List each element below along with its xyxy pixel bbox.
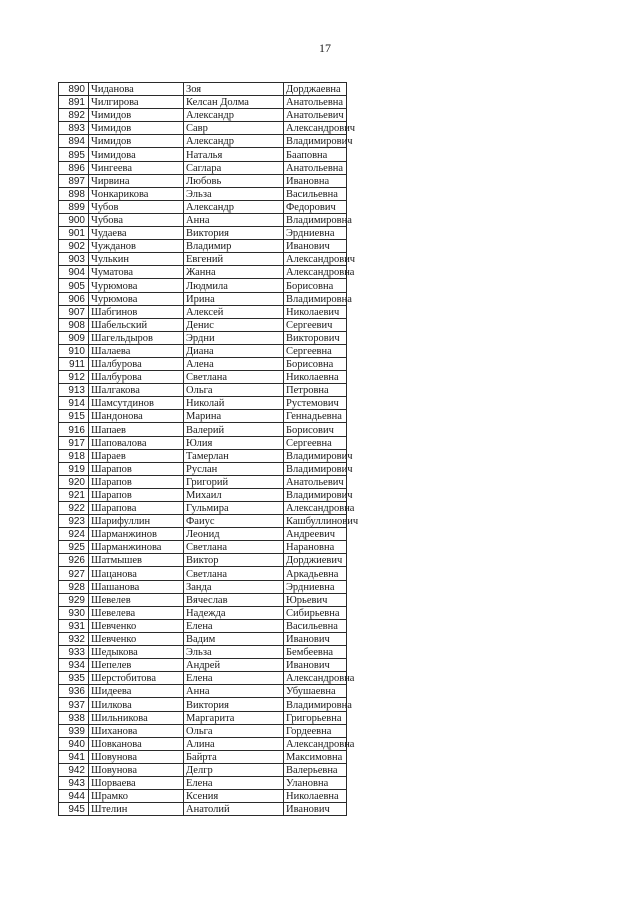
last-name-cell: Чурюмова [89,292,184,305]
patronymic-cell: Сергеевич [284,318,347,331]
table-row [59,410,347,423]
patronymic-cell: Андреевич [284,528,347,541]
table-row [59,266,347,279]
last-name-cell: Шатмышев [89,554,184,567]
table-row [59,96,347,109]
last-name-cell: Шалбурова [89,371,184,384]
patronymic-cell: Аркадьевна [284,567,347,580]
row-number-cell: 910 [59,344,89,357]
last-name-cell: Шилкова [89,698,184,711]
last-name-cell: Шамсутдинов [89,397,184,410]
row-number-cell: 891 [59,96,89,109]
table-row [59,541,347,554]
table-row [59,200,347,213]
patronymic-cell: Александровна [284,672,347,685]
row-number-cell: 894 [59,135,89,148]
table-row [59,122,347,135]
first-name-cell: Наталья [184,148,284,161]
patronymic-cell: Сергеевна [284,436,347,449]
last-name-cell: Чубова [89,213,184,226]
first-name-cell: Келсан Долма [184,96,284,109]
first-name-cell: Алина [184,737,284,750]
first-name-cell: Ксения [184,790,284,803]
last-name-cell: Шрамко [89,790,184,803]
row-number-cell: 925 [59,541,89,554]
table-row [59,554,347,567]
row-number-cell: 934 [59,659,89,672]
table-row [59,240,347,253]
table-row [59,83,347,96]
last-name-cell: Чимидов [89,109,184,122]
first-name-cell: Анна [184,685,284,698]
row-number-cell: 941 [59,750,89,763]
patronymic-cell: Валерьевна [284,763,347,776]
last-name-cell: Шалаева [89,344,184,357]
first-name-cell: Елена [184,619,284,632]
first-name-cell: Валерий [184,423,284,436]
patronymic-cell: Борисович [284,423,347,436]
patronymic-cell: Александровна [284,266,347,279]
table-row [59,174,347,187]
row-number-cell: 916 [59,423,89,436]
row-number-cell: 928 [59,580,89,593]
table-row [59,109,347,122]
row-number-cell: 942 [59,763,89,776]
row-number-cell: 930 [59,606,89,619]
last-name-cell: Шаповалова [89,436,184,449]
patronymic-cell: Владимировна [284,292,347,305]
first-name-cell: Елена [184,672,284,685]
first-name-cell: Ольга [184,724,284,737]
patronymic-cell: Александрович [284,253,347,266]
first-name-cell: Надежда [184,606,284,619]
last-name-cell: Чимидова [89,148,184,161]
row-number-cell: 945 [59,803,89,816]
patronymic-cell: Борисовна [284,279,347,292]
row-number-cell: 906 [59,292,89,305]
table-row [59,724,347,737]
last-name-cell: Шиханова [89,724,184,737]
row-number-cell: 940 [59,737,89,750]
last-name-cell: Шапаев [89,423,184,436]
last-name-cell: Шагельдыров [89,331,184,344]
patronymic-cell: Васильевна [284,619,347,632]
last-name-cell: Шарапова [89,502,184,515]
table-row [59,161,347,174]
last-name-cell: Чимидов [89,135,184,148]
row-number-cell: 943 [59,776,89,789]
table-row [59,763,347,776]
first-name-cell: Светлана [184,371,284,384]
first-name-cell: Виктор [184,554,284,567]
row-number-cell: 892 [59,109,89,122]
first-name-cell: Вадим [184,632,284,645]
table-row [59,515,347,528]
patronymic-cell: Николаевна [284,790,347,803]
row-number-cell: 944 [59,790,89,803]
first-name-cell: Диана [184,344,284,357]
row-number-cell: 893 [59,122,89,135]
table-row [59,750,347,763]
patronymic-cell: Николаевна [284,371,347,384]
row-number-cell: 911 [59,357,89,370]
patronymic-cell: Нарановна [284,541,347,554]
row-number-cell: 901 [59,227,89,240]
row-number-cell: 927 [59,567,89,580]
patronymic-cell: Ивановна [284,174,347,187]
row-number-cell: 937 [59,698,89,711]
table-row [59,318,347,331]
last-name-cell: Шевченко [89,619,184,632]
row-number-cell: 897 [59,174,89,187]
table-row [59,135,347,148]
patronymic-cell: Григорьевна [284,711,347,724]
table-row [59,148,347,161]
table-row [59,580,347,593]
first-name-cell: Байрта [184,750,284,763]
table-row [59,305,347,318]
row-number-cell: 902 [59,240,89,253]
row-number-cell: 915 [59,410,89,423]
last-name-cell: Шидеева [89,685,184,698]
table-row [59,711,347,724]
row-number-cell: 933 [59,646,89,659]
row-number-cell: 900 [59,213,89,226]
row-number-cell: 931 [59,619,89,632]
patronymic-cell: Васильевна [284,187,347,200]
table-row [59,790,347,803]
patronymic-cell: Владимирович [284,488,347,501]
patronymic-cell: Викторович [284,331,347,344]
first-name-cell: Ирина [184,292,284,305]
table-row [59,488,347,501]
last-name-cell: Шацанова [89,567,184,580]
patronymic-cell: Рустемович [284,397,347,410]
patronymic-cell: Федорович [284,200,347,213]
last-name-cell: Шарапов [89,475,184,488]
last-name-cell: Чирвина [89,174,184,187]
patronymic-cell: Убушаевна [284,685,347,698]
patronymic-cell: Владимировна [284,213,347,226]
table-row [59,776,347,789]
last-name-cell: Чиданова [89,83,184,96]
row-number-cell: 922 [59,502,89,515]
patronymic-cell: Анатольевич [284,109,347,122]
patronymic-cell: Сибирьевна [284,606,347,619]
first-name-cell: Савр [184,122,284,135]
name-roster-table [58,82,359,816]
table-row [59,502,347,515]
patronymic-cell: Кашбуллинович [284,515,347,528]
first-name-cell: Виктория [184,698,284,711]
first-name-cell: Фаиус [184,515,284,528]
first-name-cell: Маргарита [184,711,284,724]
last-name-cell: Шараев [89,449,184,462]
table-row [59,436,347,449]
row-number-cell: 907 [59,305,89,318]
row-number-cell: 935 [59,672,89,685]
row-number-cell: 939 [59,724,89,737]
table-row [59,344,347,357]
first-name-cell: Юлия [184,436,284,449]
last-name-cell: Штелин [89,803,184,816]
row-number-cell: 920 [59,475,89,488]
first-name-cell: Эльза [184,646,284,659]
first-name-cell: Занда [184,580,284,593]
table-row [59,737,347,750]
row-number-cell: 923 [59,515,89,528]
table-row [59,449,347,462]
last-name-cell: Шорваева [89,776,184,789]
last-name-cell: Шарапов [89,488,184,501]
patronymic-cell: Максимовна [284,750,347,763]
row-number-cell: 913 [59,384,89,397]
row-number-cell: 898 [59,187,89,200]
row-number-cell: 924 [59,528,89,541]
first-name-cell: Михаил [184,488,284,501]
first-name-cell: Александр [184,109,284,122]
row-number-cell: 936 [59,685,89,698]
patronymic-cell: Владимирович [284,135,347,148]
table-row [59,632,347,645]
table-row [59,292,347,305]
first-name-cell: Елена [184,776,284,789]
first-name-cell: Эрдни [184,331,284,344]
patronymic-cell: Эрдниевна [284,580,347,593]
first-name-cell: Эльза [184,187,284,200]
last-name-cell: Шевелева [89,606,184,619]
table-row [59,331,347,344]
table-row [59,253,347,266]
table-row [59,371,347,384]
first-name-cell: Марина [184,410,284,423]
first-name-cell: Николай [184,397,284,410]
patronymic-cell: Владимирович [284,462,347,475]
last-name-cell: Шевченко [89,632,184,645]
table-row [59,462,347,475]
last-name-cell: Шалгакова [89,384,184,397]
last-name-cell: Шабельский [89,318,184,331]
patronymic-cell: Анатольевна [284,96,347,109]
patronymic-cell: Иванович [284,659,347,672]
patronymic-cell: Владимировна [284,698,347,711]
last-name-cell: Шерстобитова [89,672,184,685]
patronymic-cell: Сергеевна [284,344,347,357]
last-name-cell: Шедыкова [89,646,184,659]
last-name-cell: Шарапов [89,462,184,475]
last-name-cell: Шабгинов [89,305,184,318]
first-name-cell: Владимир [184,240,284,253]
table-row [59,227,347,240]
last-name-cell: Шандонова [89,410,184,423]
last-name-cell: Шарифуллин [89,515,184,528]
row-number-cell: 926 [59,554,89,567]
last-name-cell: Чубов [89,200,184,213]
first-name-cell: Саглара [184,161,284,174]
last-name-cell: Чудаева [89,227,184,240]
table-row [59,659,347,672]
first-name-cell: Людмила [184,279,284,292]
last-name-cell: Чуматова [89,266,184,279]
last-name-cell: Чингеева [89,161,184,174]
patronymic-cell: Борисовна [284,357,347,370]
first-name-cell: Анна [184,213,284,226]
first-name-cell: Григорий [184,475,284,488]
page-number: 17 [319,41,331,55]
row-number-cell: 909 [59,331,89,344]
table-row [59,475,347,488]
first-name-cell: Анатолий [184,803,284,816]
roster-body [59,83,359,816]
table-row [59,357,347,370]
patronymic-cell: Иванович [284,632,347,645]
last-name-cell: Чимидов [89,122,184,135]
row-number-cell: 890 [59,83,89,96]
last-name-cell: Чонкарикова [89,187,184,200]
first-name-cell: Делгр [184,763,284,776]
last-name-cell: Чулькин [89,253,184,266]
first-name-cell: Руслан [184,462,284,475]
patronymic-cell: Дорджиевич [284,554,347,567]
table-row [59,646,347,659]
first-name-cell: Светлана [184,567,284,580]
patronymic-cell: Бааповна [284,148,347,161]
row-number-cell: 896 [59,161,89,174]
last-name-cell: Чурюмова [89,279,184,292]
row-number-cell: 938 [59,711,89,724]
patronymic-cell: Иванович [284,803,347,816]
last-name-cell: Чужданов [89,240,184,253]
table-row [59,423,347,436]
patronymic-cell: Юрьевич [284,593,347,606]
first-name-cell: Любовь [184,174,284,187]
table-row [59,567,347,580]
last-name-cell: Шашанова [89,580,184,593]
first-name-cell: Вячеслав [184,593,284,606]
last-name-cell: Чилгирова [89,96,184,109]
patronymic-cell: Улановна [284,776,347,789]
patronymic-cell: Анатольевич [284,475,347,488]
patronymic-cell: Николаевич [284,305,347,318]
patronymic-cell: Александровна [284,737,347,750]
row-number-cell: 908 [59,318,89,331]
first-name-cell: Тамерлан [184,449,284,462]
first-name-cell: Евгений [184,253,284,266]
first-name-cell: Денис [184,318,284,331]
row-number-cell: 899 [59,200,89,213]
table-row [59,213,347,226]
row-number-cell: 904 [59,266,89,279]
first-name-cell: Зоя [184,83,284,96]
patronymic-cell: Александровна [284,502,347,515]
patronymic-cell: Анатольевна [284,161,347,174]
row-number-cell: 917 [59,436,89,449]
table-row [59,672,347,685]
table-row [59,606,347,619]
table-row [59,803,347,816]
row-number-cell: 932 [59,632,89,645]
row-number-cell: 903 [59,253,89,266]
table-row [59,528,347,541]
patronymic-cell: Петровна [284,384,347,397]
patronymic-cell: Александрович [284,122,347,135]
row-number-cell: 912 [59,371,89,384]
first-name-cell: Леонид [184,528,284,541]
first-name-cell: Гульмира [184,502,284,515]
table-row [59,187,347,200]
last-name-cell: Шовунова [89,763,184,776]
patronymic-cell: Иванович [284,240,347,253]
last-name-cell: Шалбурова [89,357,184,370]
table-row [59,384,347,397]
row-number-cell: 929 [59,593,89,606]
patronymic-cell: Геннадьевна [284,410,347,423]
table-row [59,279,347,292]
row-number-cell: 921 [59,488,89,501]
patronymic-cell: Эрдниевна [284,227,347,240]
last-name-cell: Шарманжинов [89,528,184,541]
row-number-cell: 918 [59,449,89,462]
row-number-cell: 919 [59,462,89,475]
first-name-cell: Александр [184,135,284,148]
first-name-cell: Светлана [184,541,284,554]
last-name-cell: Шарманжинова [89,541,184,554]
row-number-cell: 905 [59,279,89,292]
first-name-cell: Жанна [184,266,284,279]
patronymic-cell: Дорджаевна [284,83,347,96]
patronymic-cell: Гордеевна [284,724,347,737]
row-number-cell: 895 [59,148,89,161]
last-name-cell: Шепелев [89,659,184,672]
first-name-cell: Алексей [184,305,284,318]
last-name-cell: Шовканова [89,737,184,750]
last-name-cell: Шовунова [89,750,184,763]
first-name-cell: Виктория [184,227,284,240]
table-row [59,397,347,410]
last-name-cell: Шевелев [89,593,184,606]
table-row [59,685,347,698]
first-name-cell: Андрей [184,659,284,672]
row-number-cell: 914 [59,397,89,410]
table-row [59,593,347,606]
first-name-cell: Алена [184,357,284,370]
table-row [59,619,347,632]
patronymic-cell: Бембеевна [284,646,347,659]
first-name-cell: Александр [184,200,284,213]
patronymic-cell: Владимирович [284,449,347,462]
first-name-cell: Ольга [184,384,284,397]
table-row [59,698,347,711]
last-name-cell: Шильникова [89,711,184,724]
